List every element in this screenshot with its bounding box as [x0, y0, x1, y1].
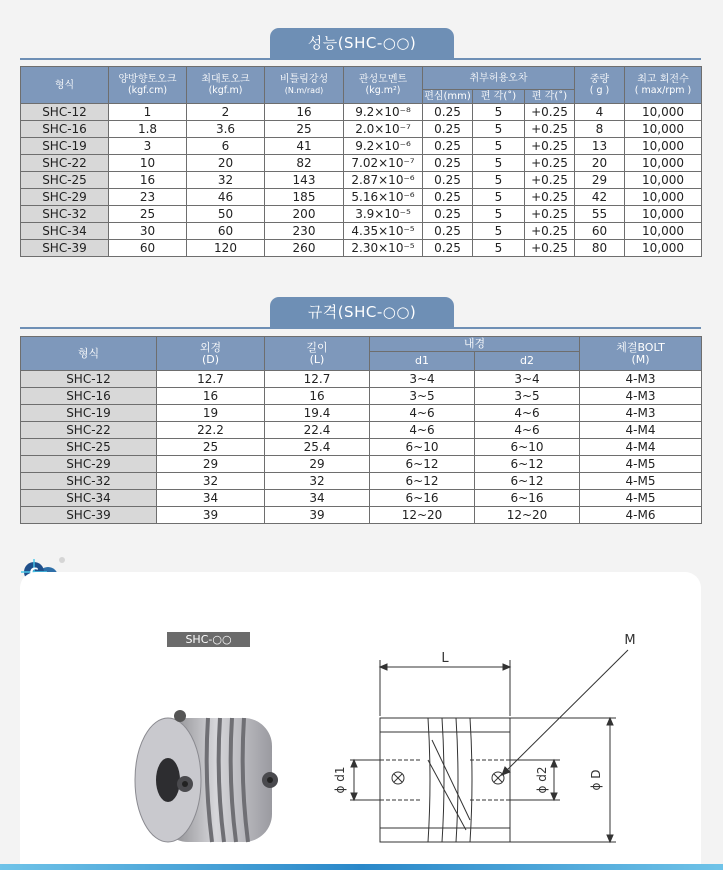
table-row	[21, 172, 702, 189]
table-row	[21, 507, 702, 524]
cell-d2: 12~20	[475, 507, 580, 524]
cell-d1: 6~12	[370, 456, 475, 473]
dim-L-label: L	[441, 651, 449, 666]
cell-stiffness: 82	[265, 155, 344, 172]
cell-model: SHC-29	[21, 456, 157, 473]
spec-rule	[20, 327, 701, 329]
cell-stiffness: 143	[265, 172, 344, 189]
cell-rpm: 10,000	[625, 240, 702, 257]
drawing-model-label: SHC-○○	[167, 632, 250, 647]
cell-d2: 3~5	[475, 388, 580, 405]
cell-d2: 4~6	[475, 422, 580, 439]
cell-angle: 5	[473, 138, 525, 155]
cell-model: SHC-25	[21, 439, 157, 456]
cell-length: 25.4	[265, 439, 370, 456]
cell-od: 32	[157, 473, 265, 490]
cell-inertia: 9.2×10⁻⁶	[344, 138, 423, 155]
cell-max-torque: 120	[187, 240, 265, 257]
cell-length: 32	[265, 473, 370, 490]
cell-d2: 6~12	[475, 473, 580, 490]
cell-model: SHC-34	[21, 223, 109, 240]
cell-inertia: 5.16×10⁻⁶	[344, 189, 423, 206]
table-row	[21, 104, 702, 121]
cell-od: 25	[157, 439, 265, 456]
col-model: 형식	[21, 67, 109, 104]
col-eccentric: 편심(mm)	[424, 91, 471, 102]
cell-model: SHC-22	[21, 155, 109, 172]
table-row	[21, 206, 702, 223]
cell-model: SHC-19	[21, 405, 157, 422]
cell-eccentric: 0.25	[423, 121, 473, 138]
cell-rpm: 10,000	[625, 172, 702, 189]
cell-max-torque: 20	[187, 155, 265, 172]
cell-model: SHC-29	[21, 189, 109, 206]
table-row	[21, 473, 702, 490]
cell-od: 34	[157, 490, 265, 507]
table-row	[21, 439, 702, 456]
cell-d2: 6~12	[475, 456, 580, 473]
cell-weight: 4	[575, 104, 625, 121]
cell-inertia: 2.0×10⁻⁷	[344, 121, 423, 138]
cell-bolt: 4-M3	[580, 371, 702, 388]
cell-weight: 29	[575, 172, 625, 189]
cell-stiffness: 25	[265, 121, 344, 138]
col-angle: 편 각(˚)	[473, 90, 525, 104]
cell-inertia: 7.02×10⁻⁷	[344, 155, 423, 172]
cell-axial: +0.25	[525, 121, 575, 138]
cell-length: 19.4	[265, 405, 370, 422]
dim-D-label: ϕ D	[589, 769, 603, 791]
cell-max-torque: 60	[187, 223, 265, 240]
cell-eccentric: 0.25	[423, 206, 473, 223]
cell-weight: 80	[575, 240, 625, 257]
col-torque: 양방향토오크 (kgf.cm)	[109, 67, 187, 104]
spec-title: 규격(SHC-○○)	[270, 297, 454, 327]
cell-rpm: 10,000	[625, 223, 702, 240]
cell-d1: 4~6	[370, 405, 475, 422]
cell-eccentric: 0.25	[423, 104, 473, 121]
cell-model: SHC-32	[21, 473, 157, 490]
performance-table	[20, 66, 702, 257]
cell-d1: 6~16	[370, 490, 475, 507]
cell-axial: +0.25	[525, 206, 575, 223]
cell-model: SHC-12	[21, 371, 157, 388]
col-d1: d1	[370, 352, 475, 371]
cell-max-torque: 46	[187, 189, 265, 206]
table-row	[21, 189, 702, 206]
cell-axial: +0.25	[525, 172, 575, 189]
col-od: 외경 (D)	[157, 337, 265, 371]
cell-max-torque: 32	[187, 172, 265, 189]
cell-stiffness: 16	[265, 104, 344, 121]
cell-inertia: 2.30×10⁻⁵	[344, 240, 423, 257]
cell-max-torque: 2	[187, 104, 265, 121]
cell-stiffness: 41	[265, 138, 344, 155]
cell-model: SHC-16	[21, 121, 109, 138]
cell-model: SHC-25	[21, 172, 109, 189]
cell-d2: 4~6	[475, 405, 580, 422]
cell-inertia: 9.2×10⁻⁸	[344, 104, 423, 121]
cell-torque: 10	[109, 155, 187, 172]
cell-bolt: 4-M4	[580, 422, 702, 439]
cell-d1: 3~4	[370, 371, 475, 388]
cell-model: SHC-22	[21, 422, 157, 439]
cell-od: 22.2	[157, 422, 265, 439]
col-stiffness: 비틀림강성 (N.m/rad)	[265, 67, 344, 104]
dimension-drawing	[320, 620, 680, 860]
cell-axial: +0.25	[525, 189, 575, 206]
cell-length: 22.4	[265, 422, 370, 439]
cell-torque: 25	[109, 206, 187, 223]
cell-max-torque: 6	[187, 138, 265, 155]
cell-angle: 5	[473, 104, 525, 121]
cell-axial: +0.25	[525, 240, 575, 257]
cell-torque: 1	[109, 104, 187, 121]
col-d2: d2	[475, 352, 580, 371]
dim-M-label: M	[624, 633, 636, 648]
cell-torque: 23	[109, 189, 187, 206]
cell-bolt: 4-M4	[580, 439, 702, 456]
cell-model: SHC-34	[21, 490, 157, 507]
cell-d2: 6~10	[475, 439, 580, 456]
cell-d2: 6~16	[475, 490, 580, 507]
col-length: 길이 (L)	[265, 337, 370, 371]
cell-stiffness: 200	[265, 206, 344, 223]
cell-model: SHC-19	[21, 138, 109, 155]
table-row	[21, 490, 702, 507]
cell-model: SHC-32	[21, 206, 109, 223]
cell-eccentric: 0.25	[423, 223, 473, 240]
cell-angle: 5	[473, 189, 525, 206]
col-bolt: 체결BOLT (M)	[580, 337, 702, 371]
cell-inertia: 3.9×10⁻⁵	[344, 206, 423, 223]
cell-torque: 1.8	[109, 121, 187, 138]
cell-stiffness: 260	[265, 240, 344, 257]
cell-eccentric: 0.25	[423, 138, 473, 155]
cell-axial: +0.25	[525, 104, 575, 121]
cell-od: 39	[157, 507, 265, 524]
cell-torque: 30	[109, 223, 187, 240]
cell-od: 12.7	[157, 371, 265, 388]
cell-model: SHC-16	[21, 388, 157, 405]
cell-length: 16	[265, 388, 370, 405]
cell-bolt: 4-M5	[580, 473, 702, 490]
cell-length: 29	[265, 456, 370, 473]
table-row	[21, 138, 702, 155]
table-row	[21, 155, 702, 172]
cell-weight: 8	[575, 121, 625, 138]
cell-d1: 6~12	[370, 473, 475, 490]
cell-eccentric: 0.25	[423, 172, 473, 189]
cell-od: 16	[157, 388, 265, 405]
col-max-torque: 최대토오크 (kgf.m)	[187, 67, 265, 104]
col-weight: 중량 ( g )	[575, 67, 625, 104]
performance-rule	[20, 58, 701, 60]
cell-weight: 20	[575, 155, 625, 172]
cell-bolt: 4-M5	[580, 456, 702, 473]
cell-stiffness: 185	[265, 189, 344, 206]
cell-axial: +0.25	[525, 155, 575, 172]
cell-axial: +0.25	[525, 223, 575, 240]
table-row	[21, 405, 702, 422]
cell-rpm: 10,000	[625, 206, 702, 223]
bottom-bar	[0, 864, 723, 870]
cell-rpm: 10,000	[625, 155, 702, 172]
cell-od: 29	[157, 456, 265, 473]
cell-angle: 5	[473, 155, 525, 172]
table-row	[21, 388, 702, 405]
cell-rpm: 10,000	[625, 121, 702, 138]
cell-length: 39	[265, 507, 370, 524]
cell-rpm: 10,000	[625, 138, 702, 155]
col-model: 형식	[21, 337, 157, 371]
cell-d1: 12~20	[370, 507, 475, 524]
col-inertia: 관성모멘트 (kg.m²)	[344, 67, 423, 104]
cell-bolt: 4-M3	[580, 405, 702, 422]
cell-weight: 55	[575, 206, 625, 223]
cell-model: SHC-39	[21, 240, 109, 257]
cell-angle: 5	[473, 223, 525, 240]
col-axial: 편 각(˚)	[525, 90, 575, 104]
table-row	[21, 456, 702, 473]
cell-angle: 5	[473, 121, 525, 138]
table-row	[21, 223, 702, 240]
cell-od: 19	[157, 405, 265, 422]
cell-d2: 3~4	[475, 371, 580, 388]
col-bore: 내경	[370, 337, 580, 352]
cell-eccentric: 0.25	[423, 240, 473, 257]
cell-torque: 60	[109, 240, 187, 257]
cell-length: 12.7	[265, 371, 370, 388]
table-row	[21, 240, 702, 257]
spec-table	[20, 336, 702, 524]
cell-max-torque: 3.6	[187, 121, 265, 138]
performance-title: 성능(SHC-○○)	[270, 28, 454, 58]
col-rpm: 최고 회전수 ( max/rpm )	[625, 67, 702, 104]
cell-angle: 5	[473, 206, 525, 223]
cell-eccentric: 0.25	[423, 155, 473, 172]
cell-d1: 4~6	[370, 422, 475, 439]
cell-inertia: 4.35×10⁻⁵	[344, 223, 423, 240]
cell-torque: 3	[109, 138, 187, 155]
cell-weight: 60	[575, 223, 625, 240]
cell-stiffness: 230	[265, 223, 344, 240]
cell-weight: 13	[575, 138, 625, 155]
cell-max-torque: 50	[187, 206, 265, 223]
cell-inertia: 2.87×10⁻⁶	[344, 172, 423, 189]
table-row	[21, 121, 702, 138]
cell-angle: 5	[473, 240, 525, 257]
cell-length: 34	[265, 490, 370, 507]
cell-bolt: 4-M5	[580, 490, 702, 507]
col-tolerance: 취부허용오차	[423, 67, 575, 90]
cell-axial: +0.25	[525, 138, 575, 155]
cell-rpm: 10,000	[625, 104, 702, 121]
bore-hole	[156, 758, 180, 802]
cell-bolt: 4-M6	[580, 507, 702, 524]
cell-d1: 3~5	[370, 388, 475, 405]
table-row	[21, 422, 702, 439]
cell-angle: 5	[473, 172, 525, 189]
cell-weight: 42	[575, 189, 625, 206]
table-row	[21, 371, 702, 388]
cell-model: SHC-39	[21, 507, 157, 524]
cell-rpm: 10,000	[625, 189, 702, 206]
cell-bolt: 4-M3	[580, 388, 702, 405]
coupling-photo	[128, 700, 288, 860]
cell-model: SHC-12	[21, 104, 109, 121]
cell-eccentric: 0.25	[423, 189, 473, 206]
dim-d1-label: ϕ d1	[333, 766, 347, 794]
cell-d1: 6~10	[370, 439, 475, 456]
cell-torque: 16	[109, 172, 187, 189]
dim-d2-label: ϕ d2	[535, 766, 549, 794]
